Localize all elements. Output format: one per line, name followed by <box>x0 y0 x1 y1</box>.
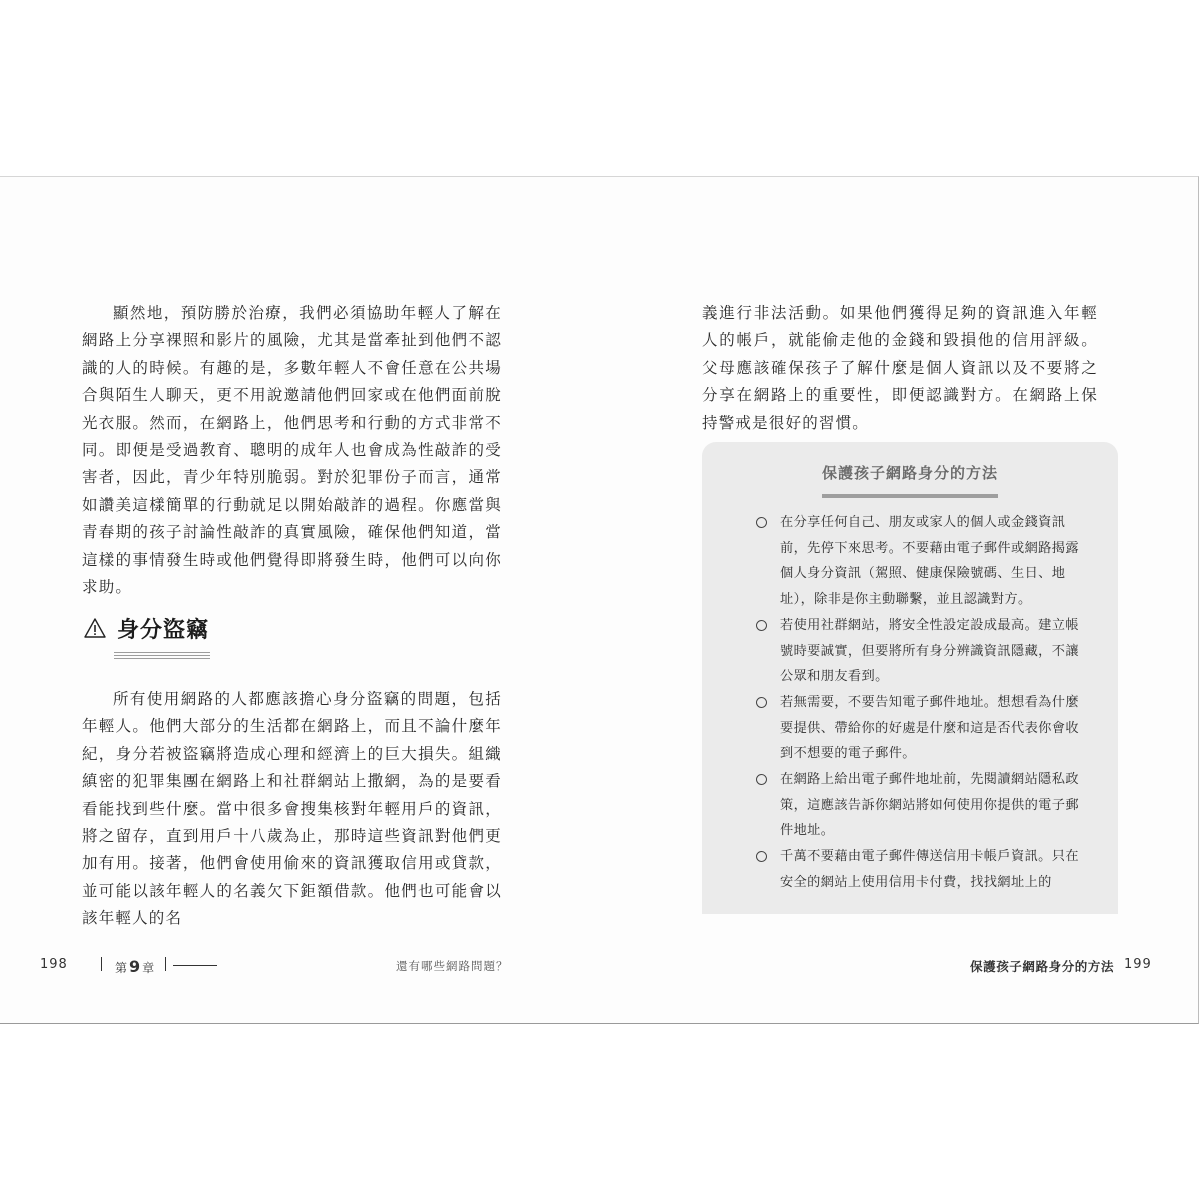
tip-text: 在分享任何自己、朋友或家人的個人或金錢資訊前，先停下來思考。不要藉由電子郵件或網路揭露個人身分資訊（駕照、健康保險號碼、生日、地址），除非是你主動聯繫，並且認識對方。 <box>780 515 1079 608</box>
list-item <box>756 844 1086 895</box>
bullet-circle-icon <box>756 774 767 785</box>
chapter-label <box>115 957 154 976</box>
list-item <box>756 690 1086 767</box>
chapter-prefix: 第 <box>115 961 128 975</box>
intro-paragraph: 顯然地，預防勝於治療，我們必須協助年輕人了解在網路上分享裸照和影片的風險，尤其是當牽扯到他們不認識的人的時候。有趣的是，多數年輕人不會任意在公共場合與陌生人聊天，更不用說邀請他們回家或在他們面前脫光衣服。然而，在網路上，他們思考和行動的方式非常不同。即便是受過教育、聰明的成年人也會成為性敲詐的受害者，因此，青少年特別脆弱。對於犯罪份子而言，通常如讚美這樣簡單的行動就足以開始敲詐的過程。你應當與青春期的孩子討論性敲詐的真實風險，確保他們知道，當這樣的事情發生時或他們覺得即將發生時，他們可以向你求助。 <box>82 304 502 597</box>
list-item <box>756 510 1086 613</box>
divider <box>101 957 102 971</box>
chapter-marker <box>101 953 221 975</box>
divider <box>165 957 166 971</box>
list-item <box>756 767 1086 844</box>
page-number-left: 198 <box>40 957 68 972</box>
tip-text: 若無需要，不要告知電子郵件地址。想想看為什麼要提供、帶給你的好處是什麼和這是否代表你會收到不想要的電子郵件。 <box>780 694 1079 762</box>
chapter-rule <box>173 965 217 966</box>
running-title-left: 還有哪些網路問題？ <box>396 959 509 973</box>
bullet-circle-icon <box>756 620 767 631</box>
bullet-circle-icon <box>756 517 767 528</box>
tips-box-title: 保護孩子網路身分的方法 <box>821 464 998 482</box>
continued-paragraph: 義進行非法活動。如果他們獲得足夠的資訊進入年輕人的帳戶，就能偷走他的金錢和毀損他的信用評級。父母應該確保孩子了解什麼是個人資訊以及不要將之分享在網路上的重要性，即便認識對方。在網路上保持警戒是很好的習慣。 <box>702 304 1098 432</box>
tips-box <box>702 442 1118 914</box>
bullet-circle-icon <box>756 851 767 862</box>
tip-text: 若使用社群網站，將安全性設定設成最高。建立帳號時要誠實，但要將所有身分辨識資訊隱藏，不讓公眾和朋友看到。 <box>780 617 1079 685</box>
page-number-right: 199 <box>1124 957 1152 972</box>
chapter-number: 9 <box>129 957 141 976</box>
bullet-circle-icon <box>756 697 767 708</box>
right-page <box>600 177 1198 1023</box>
left-page <box>0 177 600 1023</box>
running-title-right: 保護孩子網路身分的方法 <box>970 959 1115 974</box>
chapter-suffix: 章 <box>142 961 155 975</box>
list-item <box>756 613 1086 690</box>
tip-text: 千萬不要藉由電子郵件傳送信用卡帳戶資訊。只在安全的網站上使用信用卡付費，找找網址上的 <box>780 849 1079 890</box>
tip-text: 在網路上給出電子郵件地址前，先閱讀網站隱私政策，這應該告訴你網站將如何使用你提供的電子郵件地址。 <box>780 772 1079 839</box>
section-heading <box>84 611 212 651</box>
book-spread <box>0 176 1199 1024</box>
section-title: 身分盜竊 <box>117 618 210 643</box>
section-paragraph: 所有使用網路的人都應該擔心身分盜竊的問題，包括年輕人。他們大部分的生活都在網路上，而且不論什麼年紀，身分若被盜竊將造成心理和經濟上的巨大損失。組織縝密的犯罪集團在網路上和社群網站上撒網，為的是要看看能找到些什麼。當中很多會搜集核對年輕用戶的資訊，將之留存，直到用戶十八歲為止，那時這些資訊對他們更加有用。接著，他們會使用偷來的資訊獲取信用或貸款，並可能以該年輕人的名義欠下鉅額借款。他們也可能會以該年輕人的名 <box>82 690 502 928</box>
tips-box-title-rule <box>822 494 998 498</box>
section-title-underline <box>114 652 210 661</box>
tips-list <box>756 510 1086 896</box>
warning-triangle-icon <box>84 617 106 639</box>
